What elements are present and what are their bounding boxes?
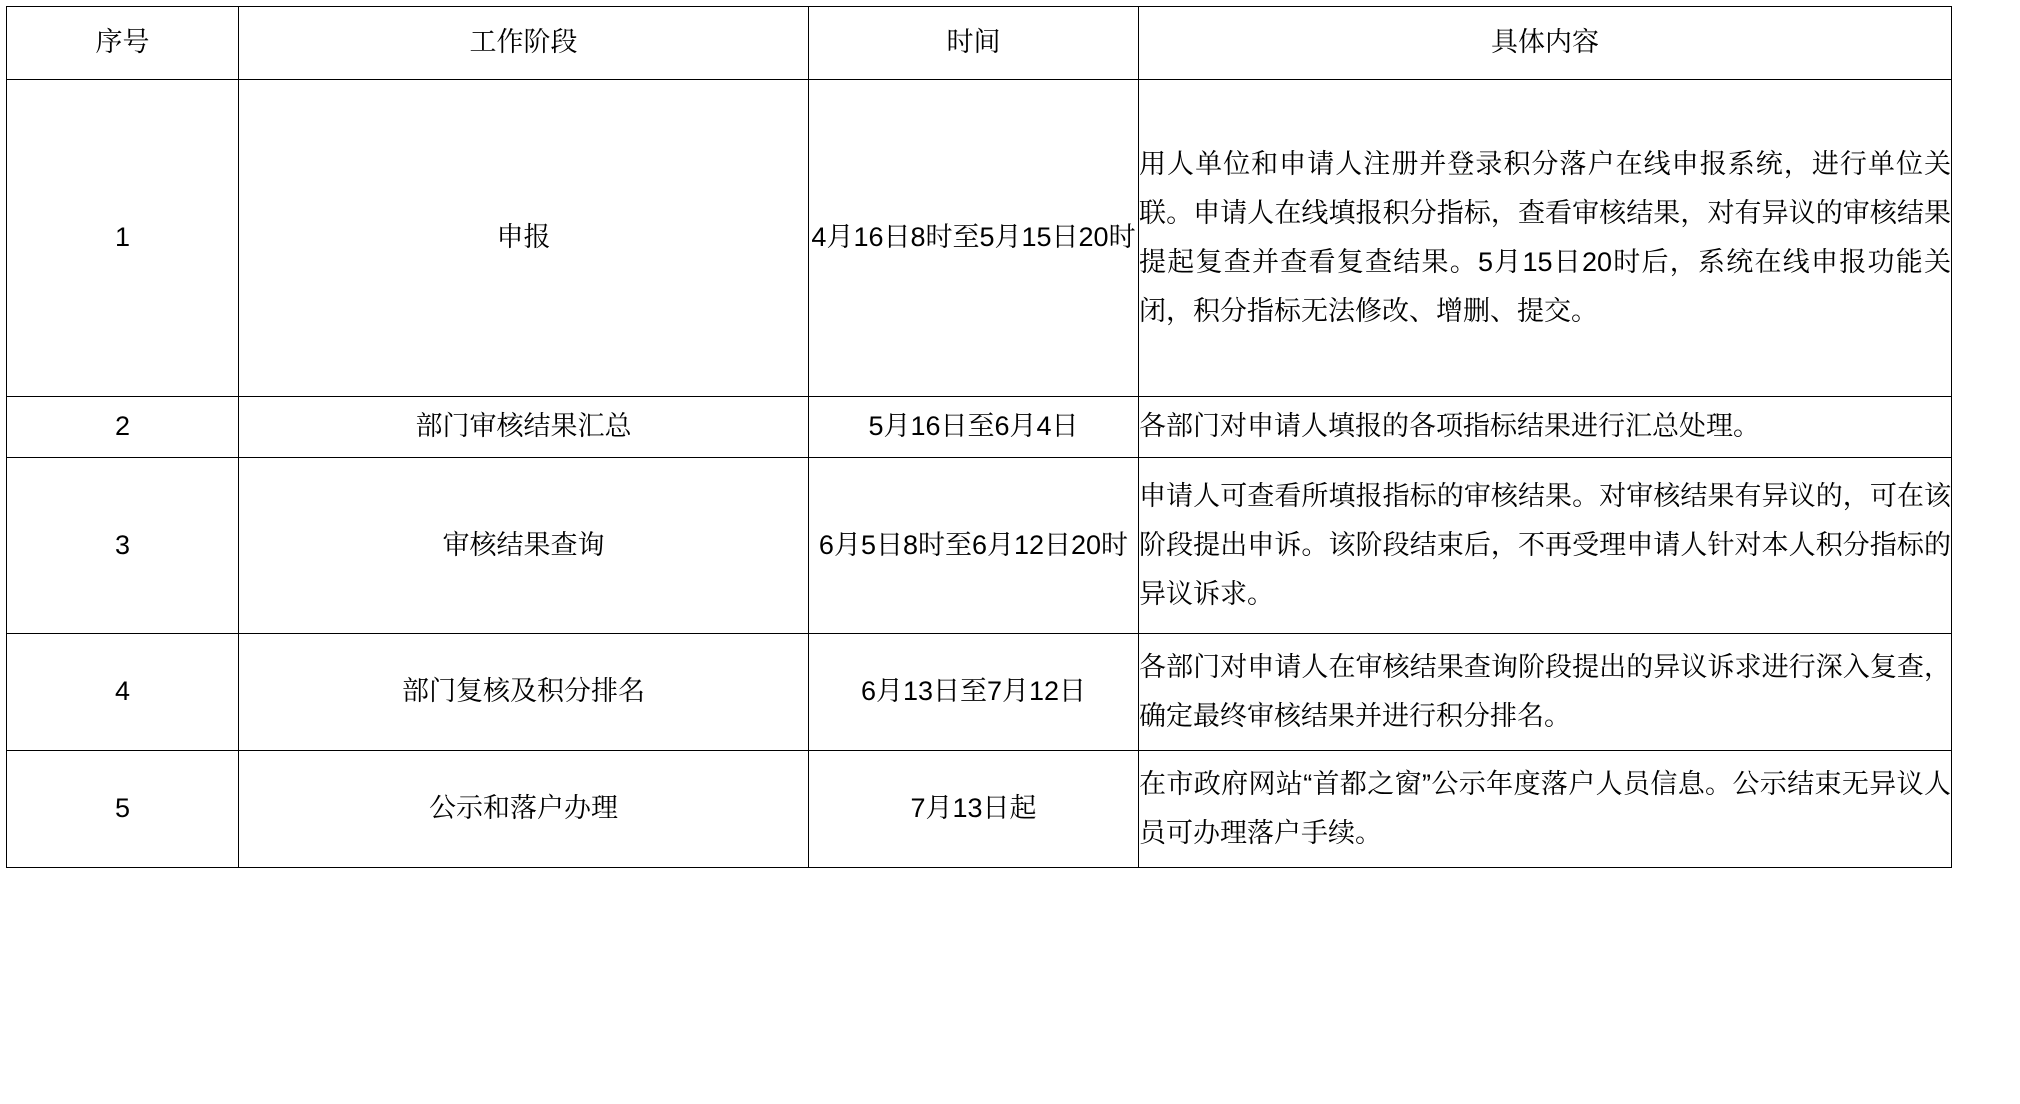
table-body: [7, 80, 1952, 868]
cell-time-text: 6月5日8时至6月12日20时: [818, 529, 1129, 560]
cell-detail-text: 用人单位和申请人注册并登录积分落户在线申报系统，进行单位关联。申请人在线填报积分指标，查看审核结果，对有异议的审核结果提起复查并查看复查结果。5月15日20时后，系统在线申报功能关闭，积分指标无法修改、增删、提交。: [1139, 148, 1951, 327]
cell-stage-text: 部门复核及积分排名: [402, 676, 645, 707]
cell-stage-text: 审核结果查询: [442, 529, 605, 560]
cell-detail-text: 各部门对申请人填报的各项指标结果进行汇总处理。: [1139, 411, 1760, 442]
table-row: [7, 397, 1952, 458]
cell-detail: [1139, 80, 1952, 397]
cell-seq-text: 2: [114, 411, 131, 442]
cell-seq: [7, 80, 239, 397]
table-row: [7, 80, 1952, 397]
table-header: [7, 7, 1952, 80]
cell-seq: [7, 751, 239, 868]
cell-seq-text: 5: [114, 793, 131, 824]
cell-stage: [239, 458, 809, 634]
cell-seq-text: 3: [114, 529, 131, 560]
cell-time-text: 5月16日至6月4日: [868, 411, 1079, 442]
cell-detail-text: 各部门对申请人在审核结果查询阶段提出的异议诉求进行深入复查，确定最终审核结果并进行积分排名。: [1139, 651, 1951, 731]
cell-time-text: 6月13日至7月12日: [860, 676, 1087, 707]
column-header-seq: 序号: [7, 7, 239, 80]
cell-stage-text: 申报: [496, 222, 551, 253]
cell-detail-text: 在市政府网站“首都之窗”公示年度落户人员信息。公示结束无异议人员可办理落户手续。: [1139, 768, 1951, 848]
cell-time: [809, 751, 1139, 868]
cell-stage-text: 部门审核结果汇总: [415, 411, 632, 442]
cell-detail: [1139, 397, 1952, 458]
cell-time: [809, 458, 1139, 634]
table-row: [7, 751, 1952, 868]
column-header-time: 时间: [809, 7, 1139, 80]
cell-seq: [7, 397, 239, 458]
cell-time: [809, 397, 1139, 458]
cell-stage: [239, 751, 809, 868]
cell-seq-text: 4: [114, 676, 131, 707]
table-header-row: [7, 7, 1952, 80]
cell-stage: [239, 634, 809, 751]
cell-time: [809, 634, 1139, 751]
cell-time-text: 7月13日起: [910, 793, 1037, 824]
column-header-detail: 具体内容: [1139, 7, 1952, 80]
table-row: [7, 458, 1952, 634]
cell-seq-text: 1: [114, 222, 131, 253]
cell-stage: [239, 80, 809, 397]
cell-seq: [7, 458, 239, 634]
cell-time-text: 4月16日8时至5月15日20时: [811, 222, 1136, 253]
column-header-stage: 工作阶段: [239, 7, 809, 80]
cell-detail: [1139, 751, 1952, 868]
cell-stage: [239, 397, 809, 458]
cell-stage-text: 公示和落户办理: [429, 793, 618, 824]
cell-time: [809, 80, 1139, 397]
table-row: [7, 634, 1952, 751]
cell-detail: [1139, 634, 1952, 751]
cell-detail-text: 申请人可查看所填报指标的审核结果。对审核结果有异议的，可在该阶段提出申诉。该阶段结束后，不再受理申请人针对本人积分指标的异议诉求。: [1139, 480, 1951, 610]
cell-seq: [7, 634, 239, 751]
work-schedule-table: [6, 6, 1952, 868]
cell-detail: [1139, 458, 1952, 634]
